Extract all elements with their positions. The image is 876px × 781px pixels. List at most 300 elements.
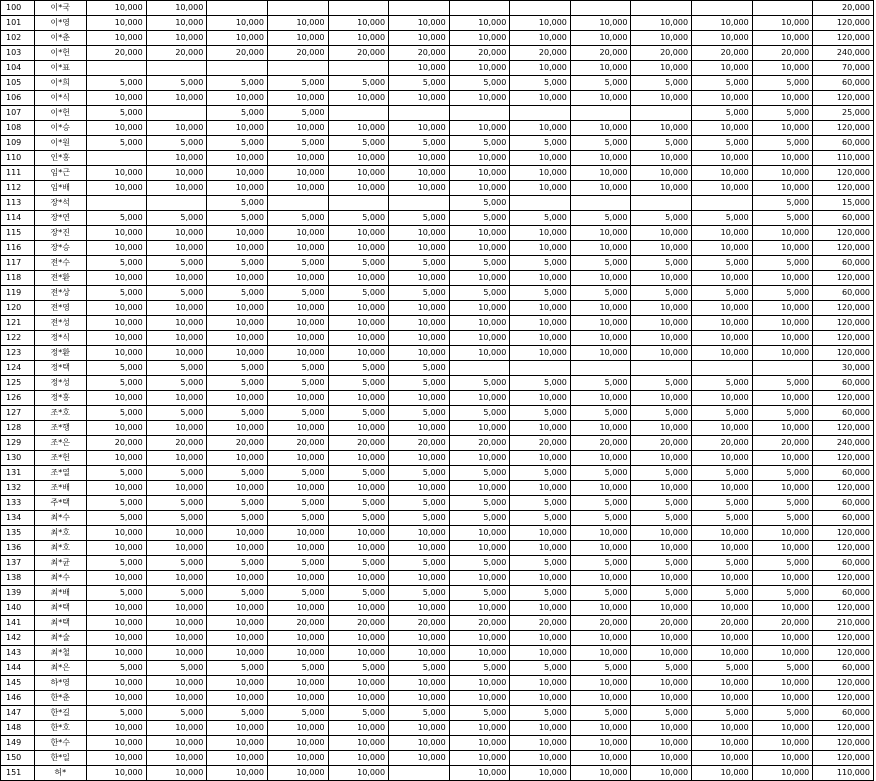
amount-cell[interactable]: 5,000 (570, 511, 631, 526)
amount-cell[interactable]: 10,000 (692, 346, 753, 361)
amount-cell[interactable]: 10,000 (389, 676, 450, 691)
amount-cell[interactable]: 10,000 (570, 91, 631, 106)
amount-cell[interactable]: 10,000 (389, 631, 450, 646)
amount-cell[interactable]: 10,000 (328, 226, 389, 241)
amount-cell[interactable]: 10,000 (86, 481, 146, 496)
amount-cell[interactable]: 5,000 (267, 466, 328, 481)
amount-cell[interactable]: 10,000 (692, 151, 753, 166)
row-number-cell[interactable]: 151 (1, 766, 35, 781)
row-number-cell[interactable]: 100 (1, 1, 35, 16)
amount-cell[interactable]: 10,000 (207, 91, 268, 106)
amount-cell[interactable]: 10,000 (328, 676, 389, 691)
row-number-cell[interactable]: 104 (1, 61, 35, 76)
amount-cell[interactable]: 10,000 (631, 736, 692, 751)
donor-name-cell[interactable]: 최*철 (34, 646, 86, 661)
amount-cell[interactable]: 10,000 (328, 346, 389, 361)
amount-cell[interactable]: 5,000 (692, 556, 753, 571)
amount-cell[interactable]: 5,000 (692, 511, 753, 526)
amount-cell[interactable]: 5,000 (449, 211, 510, 226)
amount-cell[interactable]: 10,000 (631, 31, 692, 46)
amount-cell[interactable]: 5,000 (207, 466, 268, 481)
donor-name-cell[interactable]: 전*수 (34, 256, 86, 271)
donor-name-cell[interactable]: 전*상 (34, 286, 86, 301)
amount-cell[interactable]: 10,000 (146, 241, 207, 256)
donor-name-cell[interactable]: 조*헌 (34, 451, 86, 466)
amount-cell[interactable]: 10,000 (510, 481, 571, 496)
amount-cell[interactable]: 5,000 (267, 406, 328, 421)
amount-cell[interactable]: 10,000 (570, 721, 631, 736)
total-cell[interactable]: 120,000 (813, 241, 874, 256)
row-number-cell[interactable]: 122 (1, 331, 35, 346)
amount-cell[interactable]: 5,000 (449, 496, 510, 511)
amount-cell[interactable]: 5,000 (86, 406, 146, 421)
amount-cell[interactable]: 20,000 (389, 46, 450, 61)
amount-cell[interactable]: 10,000 (631, 121, 692, 136)
amount-cell[interactable]: 5,000 (86, 76, 146, 91)
amount-cell[interactable]: 20,000 (510, 616, 571, 631)
amount-cell[interactable]: 5,000 (207, 286, 268, 301)
amount-cell[interactable] (570, 196, 631, 211)
amount-cell[interactable]: 10,000 (389, 721, 450, 736)
row-number-cell[interactable]: 115 (1, 226, 35, 241)
donor-name-cell[interactable]: 이*식 (34, 91, 86, 106)
amount-cell[interactable]: 10,000 (449, 736, 510, 751)
amount-cell[interactable]: 5,000 (449, 136, 510, 151)
donor-name-cell[interactable]: 조*열 (34, 466, 86, 481)
amount-cell[interactable]: 10,000 (752, 676, 813, 691)
amount-cell[interactable]: 5,000 (328, 286, 389, 301)
amount-cell[interactable]: 5,000 (389, 511, 450, 526)
donor-name-cell[interactable]: 장*연 (34, 211, 86, 226)
amount-cell[interactable]: 10,000 (328, 481, 389, 496)
amount-cell[interactable]: 10,000 (328, 16, 389, 31)
row-number-cell[interactable]: 137 (1, 556, 35, 571)
amount-cell[interactable]: 10,000 (328, 241, 389, 256)
amount-cell[interactable]: 10,000 (267, 421, 328, 436)
total-cell[interactable]: 60,000 (813, 466, 874, 481)
amount-cell[interactable]: 10,000 (692, 91, 753, 106)
donor-name-cell[interactable]: 임*배 (34, 181, 86, 196)
amount-cell[interactable]: 10,000 (267, 646, 328, 661)
amount-cell[interactable]: 10,000 (752, 391, 813, 406)
amount-cell[interactable]: 5,000 (389, 556, 450, 571)
amount-cell[interactable]: 5,000 (267, 556, 328, 571)
total-cell[interactable]: 60,000 (813, 211, 874, 226)
donor-name-cell[interactable]: 최*호 (34, 541, 86, 556)
amount-cell[interactable]: 10,000 (146, 301, 207, 316)
total-cell[interactable]: 60,000 (813, 661, 874, 676)
amount-cell[interactable]: 5,000 (752, 496, 813, 511)
amount-cell[interactable]: 10,000 (267, 391, 328, 406)
amount-cell[interactable]: 5,000 (449, 661, 510, 676)
amount-cell[interactable]: 10,000 (510, 676, 571, 691)
amount-cell[interactable]: 10,000 (692, 691, 753, 706)
amount-cell[interactable]: 10,000 (267, 751, 328, 766)
amount-cell[interactable]: 10,000 (207, 766, 268, 781)
amount-cell[interactable]: 10,000 (267, 226, 328, 241)
amount-cell[interactable]: 5,000 (328, 556, 389, 571)
amount-cell[interactable]: 5,000 (631, 496, 692, 511)
amount-cell[interactable]: 10,000 (752, 451, 813, 466)
amount-cell[interactable]: 5,000 (631, 661, 692, 676)
amount-cell[interactable] (328, 61, 389, 76)
amount-cell[interactable]: 10,000 (86, 451, 146, 466)
donor-name-cell[interactable]: 허* (34, 766, 86, 781)
total-cell[interactable]: 120,000 (813, 646, 874, 661)
amount-cell[interactable]: 10,000 (449, 691, 510, 706)
row-number-cell[interactable]: 140 (1, 601, 35, 616)
amount-cell[interactable]: 10,000 (146, 316, 207, 331)
amount-cell[interactable]: 10,000 (692, 766, 753, 781)
amount-cell[interactable]: 10,000 (86, 616, 146, 631)
amount-cell[interactable]: 5,000 (570, 286, 631, 301)
amount-cell[interactable] (570, 361, 631, 376)
amount-cell[interactable]: 5,000 (207, 496, 268, 511)
amount-cell[interactable]: 5,000 (328, 361, 389, 376)
amount-cell[interactable]: 5,000 (267, 706, 328, 721)
amount-cell[interactable]: 5,000 (328, 211, 389, 226)
amount-cell[interactable]: 10,000 (146, 31, 207, 46)
amount-cell[interactable]: 10,000 (570, 451, 631, 466)
row-number-cell[interactable]: 105 (1, 76, 35, 91)
amount-cell[interactable]: 10,000 (570, 571, 631, 586)
total-cell[interactable]: 120,000 (813, 91, 874, 106)
amount-cell[interactable]: 10,000 (631, 181, 692, 196)
amount-cell[interactable]: 10,000 (631, 391, 692, 406)
amount-cell[interactable] (328, 196, 389, 211)
amount-cell[interactable]: 10,000 (146, 601, 207, 616)
row-number-cell[interactable]: 146 (1, 691, 35, 706)
amount-cell[interactable]: 5,000 (86, 556, 146, 571)
amount-cell[interactable]: 5,000 (267, 106, 328, 121)
amount-cell[interactable]: 10,000 (449, 61, 510, 76)
total-cell[interactable]: 120,000 (813, 316, 874, 331)
amount-cell[interactable]: 10,000 (328, 316, 389, 331)
amount-cell[interactable]: 5,000 (449, 286, 510, 301)
row-number-cell[interactable]: 111 (1, 166, 35, 181)
amount-cell[interactable]: 5,000 (570, 466, 631, 481)
amount-cell[interactable]: 5,000 (86, 661, 146, 676)
amount-cell[interactable]: 10,000 (692, 331, 753, 346)
amount-cell[interactable]: 5,000 (631, 706, 692, 721)
amount-cell[interactable]: 10,000 (207, 31, 268, 46)
amount-cell[interactable]: 10,000 (328, 736, 389, 751)
total-cell[interactable]: 240,000 (813, 46, 874, 61)
amount-cell[interactable]: 5,000 (692, 586, 753, 601)
amount-cell[interactable]: 10,000 (570, 601, 631, 616)
amount-cell[interactable]: 10,000 (207, 451, 268, 466)
amount-cell[interactable]: 10,000 (389, 31, 450, 46)
amount-cell[interactable]: 5,000 (449, 196, 510, 211)
amount-cell[interactable]: 10,000 (86, 331, 146, 346)
amount-cell[interactable]: 10,000 (631, 91, 692, 106)
amount-cell[interactable]: 5,000 (328, 706, 389, 721)
amount-cell[interactable]: 10,000 (86, 766, 146, 781)
amount-cell[interactable] (692, 361, 753, 376)
amount-cell[interactable]: 10,000 (267, 91, 328, 106)
amount-cell[interactable]: 5,000 (510, 466, 571, 481)
amount-cell[interactable]: 10,000 (510, 121, 571, 136)
row-number-cell[interactable]: 109 (1, 136, 35, 151)
amount-cell[interactable]: 5,000 (86, 466, 146, 481)
row-number-cell[interactable]: 139 (1, 586, 35, 601)
amount-cell[interactable]: 5,000 (631, 556, 692, 571)
amount-cell[interactable]: 10,000 (207, 481, 268, 496)
amount-cell[interactable]: 5,000 (510, 136, 571, 151)
amount-cell[interactable]: 5,000 (328, 406, 389, 421)
amount-cell[interactable]: 10,000 (752, 691, 813, 706)
amount-cell[interactable]: 20,000 (631, 616, 692, 631)
amount-cell[interactable]: 10,000 (267, 151, 328, 166)
amount-cell[interactable]: 5,000 (510, 661, 571, 676)
amount-cell[interactable]: 10,000 (146, 451, 207, 466)
amount-cell[interactable]: 10,000 (692, 226, 753, 241)
total-cell[interactable]: 120,000 (813, 301, 874, 316)
amount-cell[interactable]: 10,000 (752, 751, 813, 766)
amount-cell[interactable]: 5,000 (86, 136, 146, 151)
donor-name-cell[interactable]: 전*영 (34, 301, 86, 316)
amount-cell[interactable]: 10,000 (510, 766, 571, 781)
amount-cell[interactable] (510, 106, 571, 121)
amount-cell[interactable]: 10,000 (267, 271, 328, 286)
amount-cell[interactable]: 20,000 (267, 436, 328, 451)
amount-cell[interactable]: 10,000 (570, 676, 631, 691)
amount-cell[interactable]: 10,000 (692, 271, 753, 286)
amount-cell[interactable]: 10,000 (389, 346, 450, 361)
amount-cell[interactable]: 5,000 (267, 76, 328, 91)
donor-name-cell[interactable]: 이*국 (34, 1, 86, 16)
amount-cell[interactable]: 5,000 (146, 286, 207, 301)
amount-cell[interactable]: 10,000 (752, 331, 813, 346)
amount-cell[interactable]: 10,000 (146, 631, 207, 646)
amount-cell[interactable]: 10,000 (692, 61, 753, 76)
amount-cell[interactable]: 10,000 (267, 631, 328, 646)
row-number-cell[interactable]: 129 (1, 436, 35, 451)
amount-cell[interactable]: 10,000 (389, 421, 450, 436)
total-cell[interactable]: 120,000 (813, 676, 874, 691)
amount-cell[interactable]: 10,000 (389, 316, 450, 331)
amount-cell[interactable]: 10,000 (207, 301, 268, 316)
amount-cell[interactable]: 10,000 (692, 646, 753, 661)
amount-cell[interactable]: 10,000 (510, 541, 571, 556)
amount-cell[interactable]: 10,000 (510, 526, 571, 541)
amount-cell[interactable]: 10,000 (570, 151, 631, 166)
amount-cell[interactable]: 10,000 (510, 151, 571, 166)
amount-cell[interactable]: 10,000 (389, 571, 450, 586)
amount-cell[interactable]: 5,000 (631, 256, 692, 271)
amount-cell[interactable]: 5,000 (752, 511, 813, 526)
amount-cell[interactable]: 10,000 (389, 331, 450, 346)
total-cell[interactable]: 110,000 (813, 766, 874, 781)
amount-cell[interactable] (267, 196, 328, 211)
amount-cell[interactable]: 10,000 (389, 226, 450, 241)
donor-name-cell[interactable]: 이*춘 (34, 31, 86, 46)
amount-cell[interactable]: 10,000 (570, 301, 631, 316)
amount-cell[interactable] (631, 196, 692, 211)
amount-cell[interactable]: 10,000 (146, 481, 207, 496)
row-number-cell[interactable]: 117 (1, 256, 35, 271)
amount-cell[interactable]: 5,000 (570, 136, 631, 151)
amount-cell[interactable]: 5,000 (389, 361, 450, 376)
amount-cell[interactable]: 10,000 (449, 301, 510, 316)
donor-name-cell[interactable]: 정*환 (34, 346, 86, 361)
amount-cell[interactable]: 5,000 (692, 76, 753, 91)
amount-cell[interactable]: 5,000 (752, 406, 813, 421)
amount-cell[interactable]: 10,000 (86, 31, 146, 46)
total-cell[interactable]: 60,000 (813, 586, 874, 601)
amount-cell[interactable]: 10,000 (328, 181, 389, 196)
amount-cell[interactable]: 10,000 (570, 31, 631, 46)
row-number-cell[interactable]: 108 (1, 121, 35, 136)
amount-cell[interactable]: 10,000 (449, 226, 510, 241)
amount-cell[interactable]: 20,000 (570, 616, 631, 631)
amount-cell[interactable]: 10,000 (510, 241, 571, 256)
amount-cell[interactable]: 10,000 (752, 241, 813, 256)
amount-cell[interactable] (389, 196, 450, 211)
amount-cell[interactable]: 10,000 (449, 601, 510, 616)
amount-cell[interactable]: 10,000 (207, 691, 268, 706)
total-cell[interactable]: 120,000 (813, 541, 874, 556)
amount-cell[interactable]: 10,000 (510, 736, 571, 751)
amount-cell[interactable]: 10,000 (328, 301, 389, 316)
amount-cell[interactable]: 5,000 (570, 256, 631, 271)
donor-name-cell[interactable]: 최*수 (34, 511, 86, 526)
amount-cell[interactable]: 10,000 (510, 181, 571, 196)
amount-cell[interactable]: 20,000 (449, 46, 510, 61)
amount-cell[interactable]: 5,000 (328, 256, 389, 271)
amount-cell[interactable]: 10,000 (752, 226, 813, 241)
amount-cell[interactable]: 10,000 (389, 541, 450, 556)
amount-cell[interactable]: 10,000 (267, 691, 328, 706)
amount-cell[interactable]: 10,000 (570, 526, 631, 541)
donor-name-cell[interactable]: 이*표 (34, 61, 86, 76)
amount-cell[interactable]: 10,000 (207, 571, 268, 586)
amount-cell[interactable]: 5,000 (752, 556, 813, 571)
amount-cell[interactable]: 10,000 (510, 346, 571, 361)
amount-cell[interactable]: 5,000 (328, 661, 389, 676)
amount-cell[interactable]: 10,000 (631, 331, 692, 346)
amount-cell[interactable]: 5,000 (631, 376, 692, 391)
amount-cell[interactable]: 10,000 (631, 301, 692, 316)
amount-cell[interactable]: 10,000 (267, 766, 328, 781)
total-cell[interactable]: 120,000 (813, 751, 874, 766)
amount-cell[interactable]: 10,000 (752, 301, 813, 316)
amount-cell[interactable]: 5,000 (86, 586, 146, 601)
total-cell[interactable]: 70,000 (813, 61, 874, 76)
amount-cell[interactable]: 10,000 (86, 301, 146, 316)
total-cell[interactable]: 120,000 (813, 571, 874, 586)
amount-cell[interactable]: 10,000 (631, 166, 692, 181)
amount-cell[interactable]: 10,000 (449, 541, 510, 556)
amount-cell[interactable] (146, 196, 207, 211)
amount-cell[interactable]: 5,000 (328, 586, 389, 601)
amount-cell[interactable]: 10,000 (389, 736, 450, 751)
amount-cell[interactable]: 10,000 (328, 166, 389, 181)
amount-cell[interactable]: 10,000 (86, 226, 146, 241)
amount-cell[interactable]: 10,000 (510, 421, 571, 436)
amount-cell[interactable]: 10,000 (510, 721, 571, 736)
row-number-cell[interactable]: 148 (1, 721, 35, 736)
amount-cell[interactable]: 5,000 (207, 661, 268, 676)
amount-cell[interactable]: 10,000 (449, 721, 510, 736)
amount-cell[interactable]: 10,000 (752, 271, 813, 286)
donor-name-cell[interactable]: 최*은 (34, 661, 86, 676)
amount-cell[interactable]: 10,000 (752, 31, 813, 46)
amount-cell[interactable]: 10,000 (328, 391, 389, 406)
amount-cell[interactable]: 10,000 (146, 421, 207, 436)
row-number-cell[interactable]: 120 (1, 301, 35, 316)
amount-cell[interactable]: 10,000 (86, 166, 146, 181)
amount-cell[interactable]: 10,000 (631, 601, 692, 616)
amount-cell[interactable]: 5,000 (207, 136, 268, 151)
total-cell[interactable]: 120,000 (813, 31, 874, 46)
amount-cell[interactable]: 10,000 (449, 526, 510, 541)
amount-cell[interactable]: 10,000 (631, 421, 692, 436)
amount-cell[interactable]: 5,000 (631, 211, 692, 226)
amount-cell[interactable]: 10,000 (207, 166, 268, 181)
total-cell[interactable]: 60,000 (813, 706, 874, 721)
row-number-cell[interactable]: 131 (1, 466, 35, 481)
amount-cell[interactable]: 10,000 (631, 676, 692, 691)
row-number-cell[interactable]: 128 (1, 421, 35, 436)
amount-cell[interactable]: 5,000 (86, 361, 146, 376)
amount-cell[interactable]: 5,000 (207, 106, 268, 121)
amount-cell[interactable]: 5,000 (692, 661, 753, 676)
amount-cell[interactable]: 10,000 (570, 346, 631, 361)
amount-cell[interactable]: 10,000 (692, 121, 753, 136)
total-cell[interactable]: 120,000 (813, 346, 874, 361)
amount-cell[interactable]: 10,000 (86, 646, 146, 661)
amount-cell[interactable]: 5,000 (631, 511, 692, 526)
amount-cell[interactable]: 5,000 (146, 361, 207, 376)
amount-cell[interactable]: 10,000 (692, 421, 753, 436)
amount-cell[interactable]: 10,000 (207, 16, 268, 31)
amount-cell[interactable]: 10,000 (86, 346, 146, 361)
amount-cell[interactable]: 10,000 (328, 751, 389, 766)
amount-cell[interactable]: 20,000 (631, 436, 692, 451)
amount-cell[interactable]: 10,000 (631, 646, 692, 661)
amount-cell[interactable]: 20,000 (146, 436, 207, 451)
amount-cell[interactable] (449, 361, 510, 376)
amount-cell[interactable]: 10,000 (207, 721, 268, 736)
total-cell[interactable]: 60,000 (813, 256, 874, 271)
amount-cell[interactable] (631, 106, 692, 121)
amount-cell[interactable]: 10,000 (207, 226, 268, 241)
amount-cell[interactable]: 10,000 (631, 316, 692, 331)
row-number-cell[interactable]: 110 (1, 151, 35, 166)
donor-name-cell[interactable]: 조*배 (34, 481, 86, 496)
amount-cell[interactable]: 10,000 (207, 751, 268, 766)
amount-cell[interactable]: 10,000 (207, 331, 268, 346)
amount-cell[interactable]: 10,000 (207, 646, 268, 661)
total-cell[interactable]: 60,000 (813, 496, 874, 511)
total-cell[interactable]: 120,000 (813, 391, 874, 406)
amount-cell[interactable]: 5,000 (389, 136, 450, 151)
total-cell[interactable]: 120,000 (813, 451, 874, 466)
donor-name-cell[interactable]: 이*헌 (34, 46, 86, 61)
amount-cell[interactable]: 10,000 (207, 541, 268, 556)
amount-cell[interactable]: 10,000 (207, 631, 268, 646)
amount-cell[interactable]: 10,000 (267, 676, 328, 691)
amount-cell[interactable]: 10,000 (207, 526, 268, 541)
amount-cell[interactable]: 20,000 (692, 436, 753, 451)
amount-cell[interactable]: 10,000 (86, 421, 146, 436)
row-number-cell[interactable]: 135 (1, 526, 35, 541)
amount-cell[interactable]: 10,000 (449, 481, 510, 496)
amount-cell[interactable]: 5,000 (207, 511, 268, 526)
amount-cell[interactable]: 10,000 (570, 166, 631, 181)
amount-cell[interactable]: 10,000 (146, 391, 207, 406)
